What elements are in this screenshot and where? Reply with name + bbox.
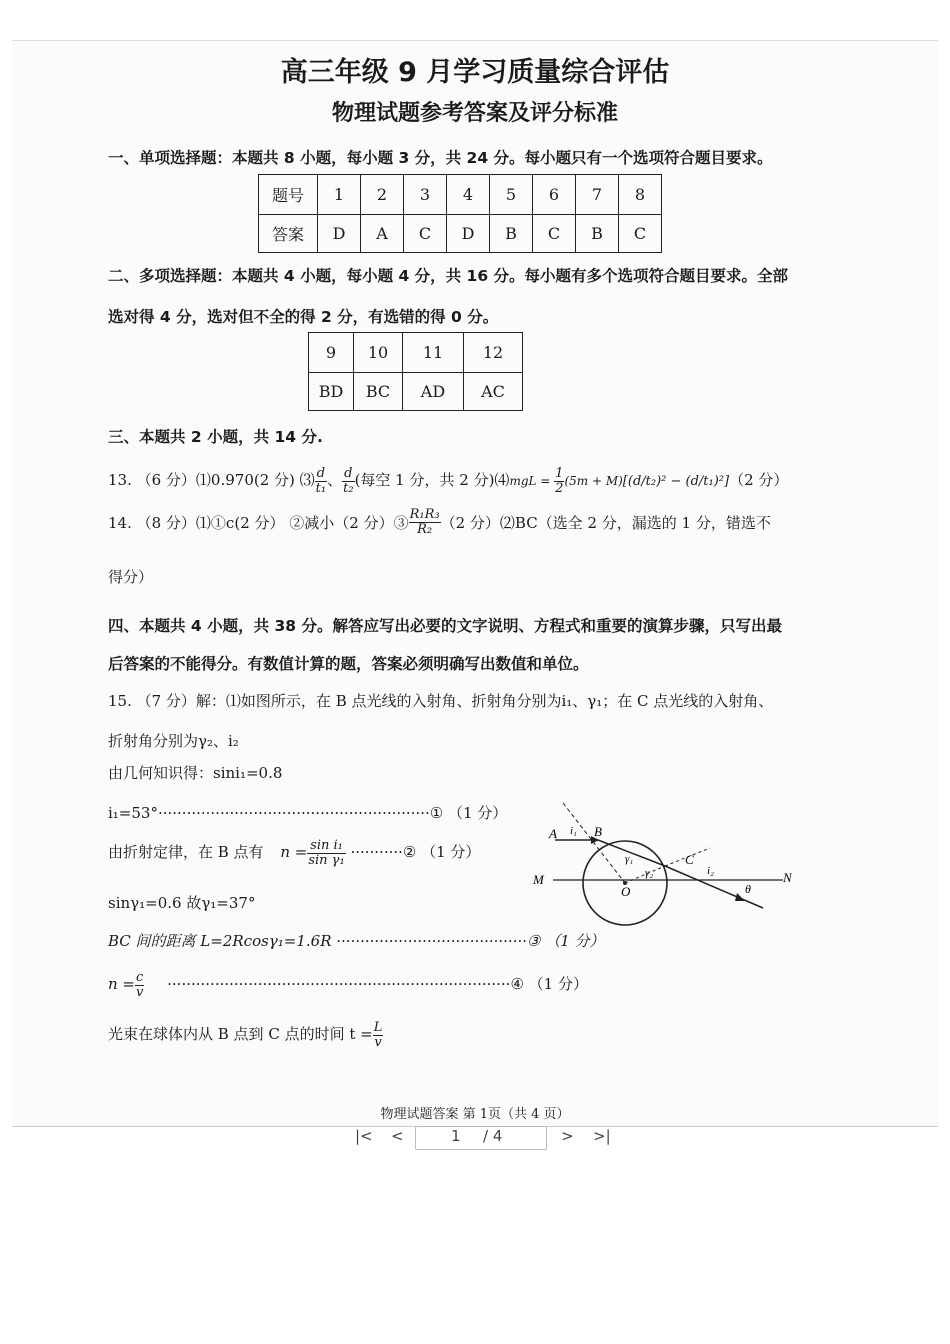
label-b: B [594,824,602,839]
eq6-frac [373,1021,384,1050]
answer-row [259,215,662,253]
label-gamma1: γ₁ [625,853,634,865]
q13-score: （2 分） [729,471,789,489]
last-page-button[interactable]: >| [593,1127,611,1145]
q15-eq2 [108,832,480,872]
q-cell: 6 [533,175,576,215]
q-cell: 10 [354,333,403,373]
frac-denominator: t₁ [315,480,327,496]
q14-line2: 得分） [108,568,154,586]
q13-frac1 [315,467,327,496]
section3-heading: 三、本题共 2 小题，共 14 分. [108,428,323,446]
question-row [259,175,662,215]
q15-line1: 15. （7 分）解：⑴如图所示，在 B 点光线的入射角、折射角分别为i₁、γ₁；在 C 点光线的入射角、 [108,692,774,710]
page-subtitle: 物理试题参考答案及评分标准 [331,101,618,126]
q13-part1: 13. （6 分）⑴0.970(2 分) ⑶ [108,471,315,489]
total-pages: / 4 [483,1127,503,1145]
q15-eq5 [108,964,588,1004]
q-cell: 5 [490,175,533,215]
page-title: 高三年级 9 月学习质量综合评估 [280,57,670,88]
q-cell: 7 [576,175,619,215]
frac-denominator: v [374,1034,382,1050]
q13-answer [108,458,788,502]
multi-choice-table [308,332,523,411]
frac-denominator: 2 [555,480,564,496]
prev-page-button[interactable]: < [391,1127,404,1145]
page-footer: 物理试题答案 第 1页（共 4 页） [380,1107,570,1122]
q13-eq-mid: (5m + M) [564,474,623,488]
q15-eq3: sinγ₁=0.6 故γ₁=37° [108,894,256,912]
q-cell: 11 [403,333,464,373]
a-cell: C [619,215,662,253]
section2-heading-line1: 二、多项选择题：本题共 4 小题，每小题 4 分，共 16 分。每小题有多个选项符合题目要求。全部 [108,267,789,285]
frac-numerator: sin i₁ [307,839,345,854]
page-number-input[interactable] [415,1126,547,1150]
emergent-arrow [735,893,745,901]
row-label-answer: 答案 [259,215,318,253]
current-page-value: 1 [451,1127,461,1145]
eq5-suffix: ········································································④ （1 分） [167,975,588,993]
answer-row [309,373,523,411]
question-row [309,333,523,373]
a-cell: C [404,215,447,253]
eq2-prefix: 由折射定律，在 B 点有 [108,843,264,861]
q13-eq-left: mgL = [509,474,555,488]
q13-frac2 [342,467,354,496]
label-c: C [685,852,694,867]
eq2-suffix: ···········② （1 分） [350,843,481,861]
a-cell: D [447,215,490,253]
q-cell: 2 [361,175,404,215]
q15-eq4: BC 间的距离 L=2Rcosγ₁=1.6R ········································③ （1 分） [108,932,605,950]
section4-heading-line2: 后答案的不能得分。有数值计算的题，答案必须明确写出数值和单位。 [108,655,589,673]
eq2-frac [307,839,345,868]
label-i1: i₁ [570,825,577,837]
label-a: A [549,826,557,841]
q-cell: 9 [309,333,354,373]
a-cell: B [490,215,533,253]
row-label-question: 题号 [259,175,318,215]
q13-eq-bracket: [(d/t₂)² − (d/t₁)²] [622,474,730,489]
section4-heading-line1: 四、本题共 4 小题，共 38 分。解答应写出必要的文字说明、方程式和重要的演算步骤，只写出最 [108,617,782,635]
a-cell: AC [464,373,523,411]
q14-part1: 14. （8 分）⑴①c(2 分） ②减小（2 分）③ [108,514,409,532]
frac-numerator: c [136,969,144,985]
q14-frac [409,508,441,537]
eq5-frac [135,971,144,1000]
label-i2: i₂ [707,865,714,877]
q15-line2: 折射角分别为γ₂、i₂ [108,732,239,750]
q-cell: 3 [404,175,447,215]
eq5-lhs: n = [108,975,135,993]
eq2-lhs: n = [280,843,308,861]
frac-denominator: R₂ [417,522,433,537]
q13-eq-half [554,467,564,496]
frac-denominator: v [136,984,144,1000]
label-m: M [533,872,544,887]
q15-eq1: i₁=53°·························································① （1 分） [108,804,508,822]
frac-numerator: 1 [555,465,564,481]
q15-geometry: 由几何知识得：sini₁=0.8 [108,764,283,782]
eq6-prefix: 光束在球体内从 B 点到 C 点的时间 t = [108,1025,373,1043]
section2-heading-line2: 选对得 4 分，选对但不全的得 2 分，有选错的得 0 分。 [108,308,499,326]
a-cell: B [576,215,619,253]
frac-numerator: L [373,1019,383,1035]
q14-part2: （2 分）⑵BC（选全 2 分，漏选的 1 分，错选不 [440,514,771,532]
q13-sep: 、 [327,471,343,489]
next-page-button[interactable]: > [561,1127,574,1145]
a-cell: BD [309,373,354,411]
q-cell: 12 [464,333,523,373]
frac-numerator: R₁R₃ [409,507,440,522]
single-choice-table [258,174,662,253]
q14-answer [108,508,771,548]
label-n: N [783,870,792,885]
a-cell: A [361,215,404,253]
pager-toolbar [355,1127,615,1149]
a-cell: BC [354,373,403,411]
label-theta: θ [745,882,751,896]
q-cell: 8 [619,175,662,215]
a-cell: D [318,215,361,253]
refraction-diagram [525,798,800,943]
q-cell: 1 [318,175,361,215]
frac-denominator: t₂ [343,480,354,496]
a-cell: AD [403,373,464,411]
q15-eq6 [108,1014,383,1054]
frac-denominator: sin γ₁ [308,852,345,868]
frac-numerator: d [315,467,327,482]
a-cell: C [533,215,576,253]
q13-part2: (每空 1 分，共 2 分)⑷ [354,471,510,489]
label-o: O [621,884,631,899]
first-page-button[interactable]: |< [355,1127,373,1145]
normal-line-b [563,803,625,883]
q-cell: 4 [447,175,490,215]
section1-heading: 一、单项选择题：本题共 8 小题，每小题 3 分，共 24 分。每小题只有一个选项符合题目要求。 [108,149,773,167]
frac-numerator: d [342,467,354,482]
label-gamma2: γ₂ [645,867,654,879]
